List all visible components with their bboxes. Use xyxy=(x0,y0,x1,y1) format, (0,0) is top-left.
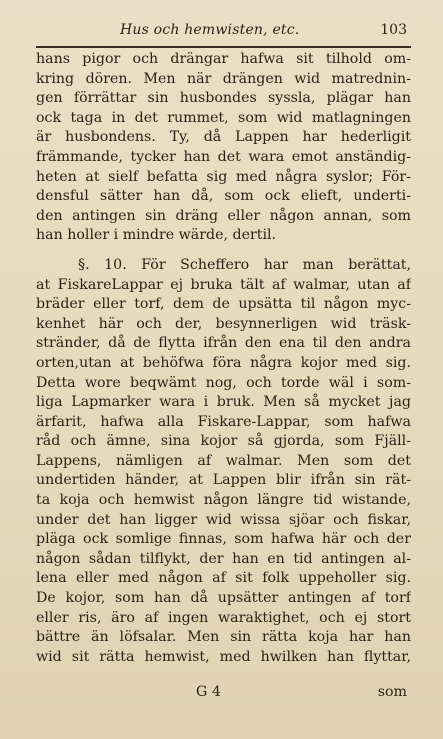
text-line: pläga ock somlige finnas, som hafwa här och der xyxy=(36,531,411,548)
text-line: orten,utan at behöfwa föra några kojor med sig. xyxy=(36,354,411,371)
section-heading-line: §. 10. För Scheffero har man berättat, xyxy=(78,256,411,273)
paragraph-gap xyxy=(36,246,411,256)
text-line: gen förrättar sin husbondes syssla, plägar han xyxy=(36,90,411,107)
text-line: främmande, tycker han det wara emot anständig- xyxy=(36,148,411,165)
catchword: som xyxy=(377,684,407,700)
text-line: kenhet här och der, besynnerligen wid träsk- xyxy=(36,315,411,332)
text-line: han holler i mindre wärde, dertil. xyxy=(36,227,277,244)
text-line: råd och ämne, sina kojor så gjorda, som Fjäll- xyxy=(36,433,411,450)
text-line: ta koja och hemwist någon längre tid wistande, xyxy=(36,492,411,509)
text-line: stränder, då de flytta ifrån den ena til den andra xyxy=(36,335,411,352)
text-line: Detta wore beqwämt nog, och torde wäl i som- xyxy=(36,374,411,391)
text-line: ock taga in det rummet, som wid matlagningen xyxy=(36,109,411,126)
text-line: bräder eller torf, dem de upsätta til någon myc- xyxy=(36,296,411,313)
signature-mark: G 4 xyxy=(196,684,221,700)
running-head: Hus och hemwisten, etc. xyxy=(120,22,300,38)
body-text xyxy=(36,50,411,667)
text-line: liga Lapmarker wara i bruk. Men så mycket jag xyxy=(36,394,411,411)
text-line: eller ris, äro af ingen waraktighet, och ej stort xyxy=(36,609,411,626)
text-line: at FiskareLappar ej bruka tält af walmar, utan af xyxy=(36,276,411,293)
text-line: kring dören. Men när drängen wid matrednin- xyxy=(36,70,411,87)
text-line: wid sit rätta hemwist, med hwilken han flyttar, xyxy=(36,648,411,665)
text-line: den antingen sin dräng eller någon annan, som xyxy=(36,207,411,224)
text-line: bättre än löfsalar. Men sin rätta koja har han xyxy=(36,629,411,646)
text-line: lena eller med någon af sit folk uppeholler sig. xyxy=(36,570,411,587)
text-line: ärfarit, hafwa alla Fiskare-Lappar, som hafwa xyxy=(36,413,411,430)
text-line: Lappens, nämligen af walmar. Men som det xyxy=(36,452,411,469)
text-line: undertiden händer, at Lappen blir ifrån sin rät- xyxy=(36,472,411,489)
header-rule xyxy=(36,46,411,48)
paragraph-2 xyxy=(36,256,411,667)
text-line: är husbondens. Ty, då Lappen har hederligit xyxy=(36,129,411,146)
page-number: 103 xyxy=(380,22,407,38)
paragraph-1 xyxy=(36,50,411,246)
page-header xyxy=(36,20,411,44)
page-footer xyxy=(36,682,411,706)
text-line: under det han ligger wid wissa sjöar och fiskar, xyxy=(36,511,411,528)
text-line: heten at sielf befatta sig med några syslor; För- xyxy=(36,168,411,185)
text-line: densful sätter han då, som ock elieft, underti- xyxy=(36,188,411,205)
text-line: hans pigor och drängar hafwa sit tilhold om- xyxy=(36,51,411,67)
text-line: De kojor, som han då upsätter antingen af torf xyxy=(36,590,411,607)
text-line: någon sådan tilflykt, der han en tid antingen al- xyxy=(36,550,411,567)
